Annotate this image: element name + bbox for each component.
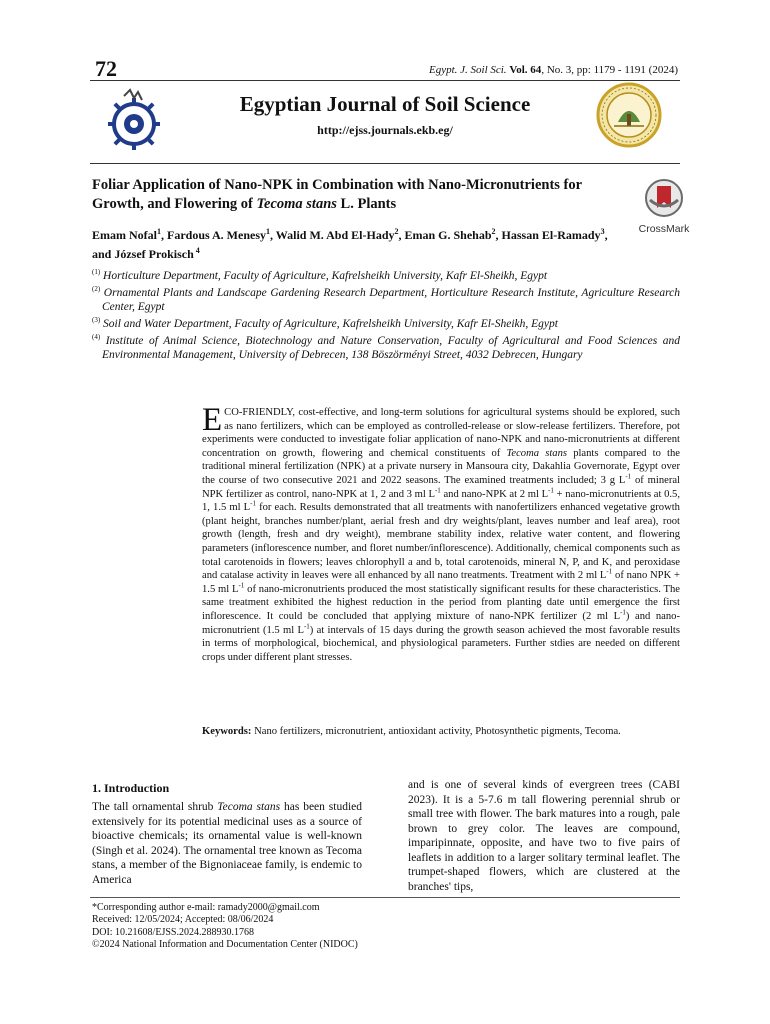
author: Emam Nofal$^1$,: [92, 227, 167, 242]
article-title-line1: Foliar Application of Nano-NPK in Combination with Nano-Micronutrients for: [92, 177, 583, 193]
journal-issue-pages: , No. 3, pp: 1179 - 1191 (2024): [541, 64, 678, 76]
doi[interactable]: DOI: 10.21608/EJSS.2024.288930.1768: [92, 926, 254, 938]
journal-url-link[interactable]: http://ejss.journals.ekb.eg/: [317, 123, 453, 137]
author: Eman G. Shehab$^2$,: [404, 227, 502, 242]
journal-volume: Vol. 64: [509, 64, 542, 76]
crossmark-icon: [644, 178, 684, 218]
page-number: 72: [95, 56, 117, 81]
affiliation-item: $^{(4)}$ Institute of Animal Science, Biotechnology and Nature Conservation, Faculty of Agricultural and Food Sciences and Environmental Management, University of Debrecen, 138 Böszörményi Street, 4032 Debrecen, Hungary: [92, 333, 680, 361]
crossmark-badge[interactable]: [636, 178, 692, 238]
article-title-line2-post: L. Plants: [336, 196, 397, 212]
corresponding-author-email[interactable]: *Corresponding author e-mail: ramady2000@gmail.com: [92, 902, 320, 913]
author: Walid M. Abd El-Hady$^2$,: [275, 227, 405, 242]
article-title-species: Tecoma stans: [256, 196, 337, 212]
body-column-left: The tall ornamental shrub Tecoma stans has been studied extensively for its potential medicinal uses as a source of bioactive chemicals; its ornamental value is well-known (Singh et al. 2024). The ornamental tree known as Tecoma stans, a member of the Bignoniaceae family, is endemic to America: [92, 801, 362, 886]
keywords: [202, 726, 680, 737]
received-accepted-dates: Received: 12/05/2024; Accepted: 08/06/2024: [92, 914, 274, 926]
intro-species: Tecoma stans: [217, 801, 281, 813]
article-title: [92, 176, 632, 214]
header-rule-bottom: [90, 163, 680, 164]
copyright: ©2024 National Information and Documentation Center (NIDOC): [92, 939, 358, 951]
affiliation-item: $^{(1)}$ Horticulture Department, Faculty of Agriculture, Kafrelsheikh University, Kafr El-Sheikh, Egypt: [92, 268, 548, 282]
author: Hassan El-Ramady$^3$, and: [92, 227, 608, 261]
author: József Prokisch $^4$: [114, 246, 200, 261]
header-rule: [90, 80, 680, 81]
crossmark-label: CrossMark: [638, 223, 690, 235]
article-title-line2-pre: Growth, and Flowering of: [92, 196, 257, 212]
footnote-rule: [90, 897, 680, 898]
abstract: ECO-FRIENDLY, cost-effective, and long-term solutions for agricultural systems should be explored, such as nano fertilizers, which can be employed as controlled-release or slow-release fertilizers. Therefore, pot experiments were conducted to investigate foliar application of nano-NPK and nano-micronutrients at different concentration on growth, flowering and chemical constituents of Tecoma stans plants compared to the traditional mineral fertilization (NPK) at a private nursery in Mansoura city, Dakahlia Governorate, Egypt over the course of two consecutive 2021 and 2022 seasons. The examined treatments included; 3 g $L^{-1}$ of mineral NPK fertilizer as control, nano-NPK at 1, 2 and 3 ml $L^{-1}$ and nano-NPK at 2 ml $L^{-1}$ + nano-micronutrients at 0.5, 1, 1.5 ml $L^{-1}$ for each. Results demonstrated that all treatments with nanofertilizers enhanced vegetative growth (plant height, branches number/plant, aerial fresh and dry weights/plant, leaves number and leaf area), root growth (length, fresh and dry weight), membrane stability index, relative water content, and flowering parameters (inflorescence number, and floret number/inflorescence). Additionally, chemical components such as total carotenoids in flowers; leaves chlorophyll a and b, total carotenoids, mineral N, P, and K, and peroxidase and catalase activity in leaves were all enhanced by all nano treatments. Treatment with 2 ml $L^{-1}$ of nano NPK + 1.5 ml $L^{-1}$ of nano-micronutrients produced the most statistically significant results for these characteristics. The same treatment exhibited the highest reduction in the period from planting date until emergence the first inflorescence. It could be concluded that applying mixture of nano-NPK fertilizer (2 ml $L^{-1}$) and nano-micronutrient (1.5 ml $L^{-1}$) at intervals of 15 days during the growth season achieved the most favorable results in terms of morphological, biochemical, and physiological parameters. Further stdies are needed on different crops under different plant stresses.: [202, 402, 681, 663]
affiliation-item: $^{(3)}$ Soil and Water Department, Faculty of Agriculture, Kafrelsheikh University, Kafr El-Sheikh, Egypt: [92, 316, 558, 330]
body-column-right: and is one of several kinds of evergreen trees (CABI 2023). It is a 5-7.6 m tall flowering perennial shrub or small tree with flower. The bark matures into a rough, pale brown to grey color. The leaves are compound, imparipinnate, opposite, and have two to five pairs of leaflets in addition to a larger solitary terminal leaflet. The trumpet-shaped flowers, which are clustered at the branches' tips,: [408, 779, 680, 893]
footnotes: [92, 902, 492, 952]
author-list: [92, 224, 612, 262]
affiliation-item: $^{(2)}$ Ornamental Plants and Landscape Gardening Research Department, Horticulture Research Institute, Agriculture Research Center, Egypt: [92, 285, 680, 313]
journal-abbrev: Egypt. J. Soil Sci.: [428, 64, 507, 76]
abstract-dropcap: E: [202, 402, 223, 438]
keywords-label: Keywords:: [202, 726, 252, 737]
abstract-species: Tecoma stans: [506, 447, 568, 459]
author: Fardous A. Menesy$^1$,: [167, 227, 276, 242]
journal-citation: [429, 64, 678, 76]
affiliations: [92, 266, 680, 362]
journal-title: Egyptian Journal of Soil Science: [239, 92, 531, 116]
journal-seal-logo: [596, 82, 662, 148]
keywords-text: Nano fertilizers, micronutrient, antioxidant activity, Photosynthetic pigments, Tecoma.: [251, 726, 621, 737]
section-heading-introduction: 1. Introduction: [92, 781, 170, 795]
